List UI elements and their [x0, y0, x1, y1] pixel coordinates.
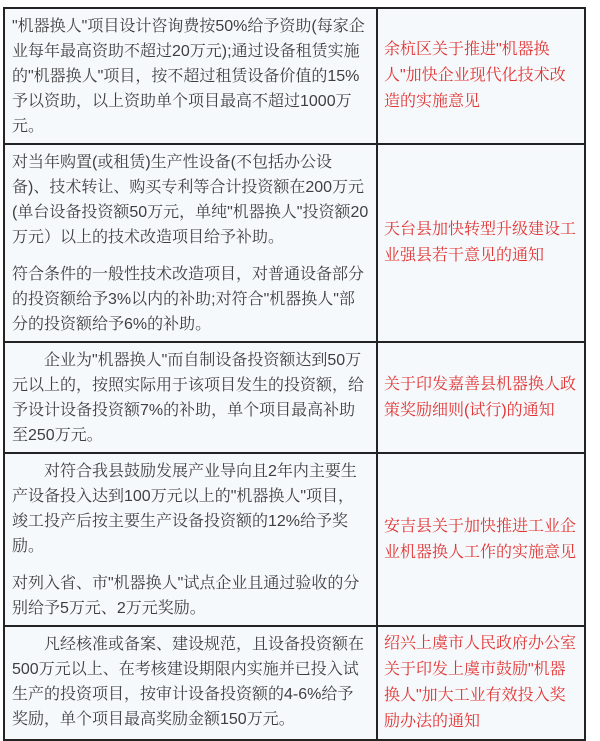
policy-cell — [5, 145, 378, 341]
document-cell — [378, 343, 584, 452]
document-title: 余杭区关于推进"机器换人"加快企业现代化技术改造的实施意见 — [384, 41, 566, 110]
policy-cell — [5, 343, 378, 452]
policy-paragraph: 凡经核准或备案、建设规范，且设备投资额在500万元以上、在考核建设期限内实施并已投入试生产的投资项目，按审计设备投资额的4-6%给予奖励，单个项目最高奖励金额150万元。 — [12, 636, 365, 728]
policy-paragraph: 企业为"机器换人"而自制设备投资额达到50万元以上的，按照实际用于该项目发生的投资额，给予设计设备投资额7%的补助，单个项目最高补助至250万元。 — [12, 352, 365, 444]
document-cell — [378, 145, 584, 341]
document-title: 关于印发嘉善县机器换人政策奖励细则(试行)的通知 — [384, 375, 577, 419]
policy-paragraph: "机器换人"项目设计咨询费按50%给予资助(每家企业每年最高资助不超过20万元);通过设备租赁实施的"机器换人"项目，按不超过租赁设备价值的15%予以资助，以上资助单个项目最高不超过1000万元。 — [12, 18, 365, 135]
document-cell — [378, 627, 584, 739]
table-row — [5, 452, 584, 625]
policy-cell — [5, 627, 378, 739]
table-row — [5, 341, 584, 452]
table-row — [5, 9, 584, 143]
document-title: 安吉县关于加快推进工业企业机器换人工作的实施意见 — [384, 517, 577, 561]
document-cell — [378, 9, 584, 143]
policy-paragraph: 对列入省、市"机器换人"试点企业且通过验收的分别给予5万元、2万元奖励。 — [12, 575, 360, 617]
policy-paragraph: 对符合我县鼓励发展产业导向且2年内主要生产设备投入达到100万元以上的"机器换人"项目，竣工投产后按主要生产设备投资额的12%给予奖励。 — [12, 463, 357, 555]
document-title: 天台县加快转型升级建设工业强县若干意见的通知 — [384, 221, 577, 264]
table-row — [5, 625, 584, 739]
policy-table — [3, 7, 586, 741]
policy-cell — [5, 454, 378, 625]
policy-cell — [5, 9, 378, 143]
table-row — [5, 143, 584, 341]
document-cell — [378, 454, 584, 625]
policy-paragraph: 对当年购置(或租赁)生产性设备(不包括办公设备)、技术转让、购买专利等合计投资额在200万元(单台设备投资额50万元，单纯"机器换人"投资额20万元）以上的技术改造项目给予补助。 — [12, 154, 369, 246]
document-title: 绍兴上虞市人民政府办公室关于印发上虞市鼓励"机器换人"加大工业有效投入奖励办法的通知 — [384, 635, 577, 730]
policy-paragraph: 符合条件的一般性技术改造项目，对普通设备部分的投资额给予3%以内的补助;对符合"机器换人"部分的投资额给予6%的补助。 — [12, 266, 365, 333]
